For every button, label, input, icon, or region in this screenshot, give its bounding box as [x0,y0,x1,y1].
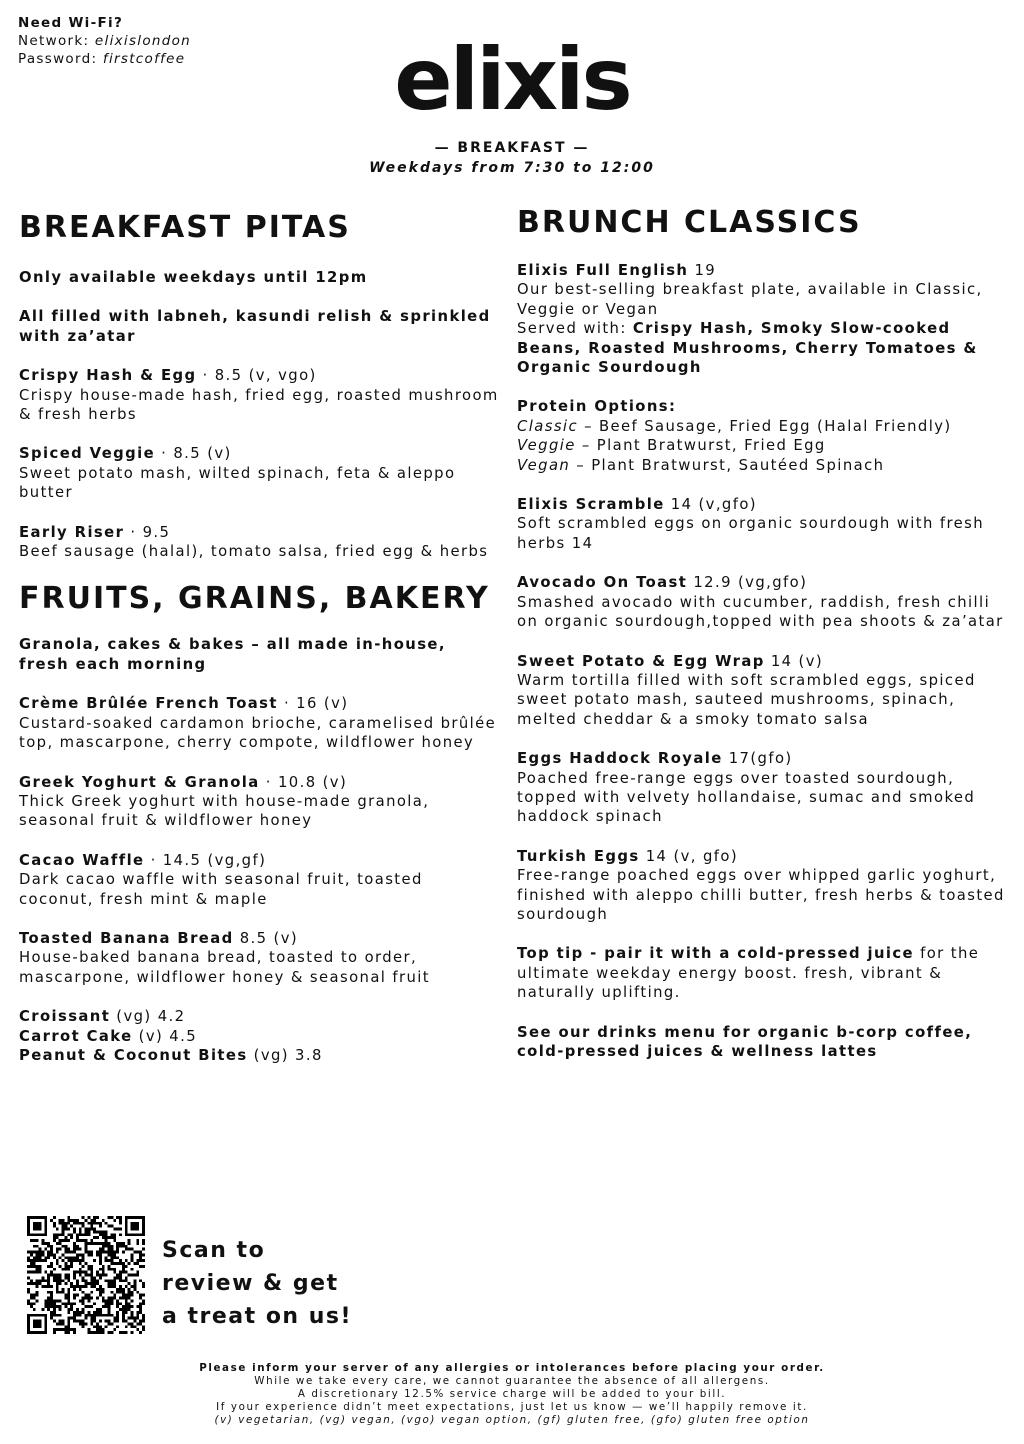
menu-item-meta: · 9.5 [124,523,171,541]
menu-item-description: Our best-selling breakfast plate, available in Classic, Veggie or Vegan [517,281,983,318]
review-promo [162,1234,352,1333]
menu-item [19,851,499,909]
menu-item-name: Elixis Scramble [517,496,665,514]
bake-item [19,1046,499,1065]
wifi-password-value: firstcoffee [102,51,186,67]
protein-option [517,456,1007,475]
bake-item-meta: (v) 4.5 [132,1027,198,1045]
menu-item [19,523,499,562]
menu-item-description: Poached free-range eggs over toasted sourdough, topped with velvety hollandaise, sumac and smoked haddock spinach [517,769,976,826]
top-tip [517,944,1007,1002]
section-heading-pitas: BREAKFAST PITAS [19,210,351,245]
menu-item-meta: 14 (v) [764,652,824,670]
menu-item-meta: 8.5 (v) [233,929,299,947]
menu-item-meta: 17(gfo) [722,750,793,768]
bake-item-name: Peanut & Coconut Bites [19,1046,248,1064]
pitas-note: Only available weekdays until 12pm [19,269,368,286]
protein-option-label: Classic [517,417,578,435]
protein-options-title: Protein Options: [517,398,677,416]
bakes-list [19,1007,499,1065]
protein-option-text: – Beef Sausage, Fried Egg (Halal Friendly) [577,417,952,435]
fgb-note: Granola, cakes & bakes – all made in-house, fresh each morning [19,636,446,673]
bake-item [19,1027,499,1046]
service-hours: Weekdays from 7:30 to 12:00 [369,160,655,176]
menu-item [517,749,1007,827]
menu-item-description: Sweet potato mash, wilted spinach, feta & aleppo butter [19,464,456,502]
review-promo-line: review & get [162,1271,339,1296]
menu-item-description: Free-range poached eggs over whipped garlic yoghurt, finished with aleppo chilli butter, fresh herbs & toasted sourdough [517,867,1005,923]
footer-line: A discretionary 12.5% service charge will be added to your bill. [297,1388,727,1400]
menu-item [517,573,1007,631]
menu-item-description: Beef sausage (halal), tomato salsa, fried egg & herbs [19,543,489,561]
wifi-password-label: Password: [18,51,103,67]
menu-item-name: Sweet Potato & Egg Wrap [517,652,765,670]
menu-item-name: Crème Brûlée French Toast [19,695,278,713]
menu-item [517,847,1007,925]
allergen-footer [0,1362,1024,1427]
drinks-note: See our drinks menu for organic b-corp coffee, cold-pressed juices & wellness lattes [517,1023,973,1060]
wifi-network-label: Network: [18,33,95,49]
menu-item [517,495,1007,553]
menu-item-name: Toasted Banana Bread [19,929,234,947]
menu-item-description: Custard-soaked cardamon brioche, caramelised brûlée top, mascarpone, cherry compote, wildflower honey [19,714,497,752]
menu-item-name: Greek Yoghurt & Granola [19,773,260,791]
pitas-note: All filled with labneh, kasundi relish & sprinkled with za’atar [19,308,491,345]
menu-item-name: Elixis Full English [517,262,689,279]
protein-option-text: – Plant Bratwurst, Fried Egg [575,437,826,455]
review-promo-line: Scan to [162,1238,266,1263]
left-column [19,208,499,1065]
protein-option-label: Veggie [517,437,576,455]
section-heading-fruits-grains-bakery: FRUITS, GRAINS, BAKERY [19,581,490,617]
menu-item-description: Smashed avocado with cucumber, raddish, fresh chilli on organic sourdough,topped with pea shoots & za’atar [517,593,1004,631]
menu-item-name: Spiced Veggie [19,445,156,463]
menu-item-description: Soft scrambled eggs on organic sourdough with fresh herbs 14 [517,515,985,552]
right-column [517,203,1007,1061]
footer-line: If your experience didn’t meet expectations, just let us know — we’ll happily remove it. [216,1401,808,1413]
menu-item [19,444,499,502]
menu-item-meta: · 10.8 (v) [259,773,348,791]
section-heading-brunch: BRUNCH CLASSICS [517,205,862,240]
menu-item [19,694,499,752]
top-tip-highlight: Top tip - pair it with a cold-pressed juice [517,945,914,963]
menu-item-description: House-baked banana bread, toasted to order, mascarpone, wildflower honey & seasonal fruit [19,949,430,986]
bake-item-name: Croissant [19,1008,111,1026]
footer-line: Please inform your server of any allergies or intolerances before placing your order. [199,1362,825,1374]
qr-code[interactable] [25,1216,147,1334]
wifi-network-value: elixislondon [94,33,192,49]
menu-item-description: Warm tortilla filled with soft scrambled eggs, spiced sweet potato mash, sauteed mushrooms, spinach, melted cheddar & a smoky tomato salsa [517,671,976,728]
served-with [517,319,1007,377]
menu-item-description: Crispy house-made hash, fried egg, roasted mushroom & fresh herbs [19,386,499,424]
protein-option [517,417,1007,436]
menu-item-description: Thick Greek yoghurt with house-made granola, seasonal fruit & wildflower honey [19,792,430,830]
brand-logo: elixis [394,30,630,130]
bake-item-meta: (vg) 3.8 [247,1046,323,1064]
bake-item [19,1007,499,1026]
bake-item-meta: (vg) 4.2 [110,1008,186,1026]
menu-item-meta: · 16 (v) [277,695,349,713]
menu-item-full-english [517,261,1007,377]
top-tip-text: for the ultimate weekday energy boost. fresh, vibrant & naturally uplifting. [517,945,980,1002]
menu-item-name: Crispy Hash & Egg [19,367,197,385]
wifi-title: Need Wi-Fi? [18,15,124,31]
menu-item-name: Cacao Waffle [19,851,145,869]
protein-option-label: Vegan [517,456,571,474]
protein-option [517,436,1007,455]
menu-item-meta: 12.9 (vg,gfo) [687,574,808,592]
menu-item [517,652,1007,730]
served-with-label: Served with: [517,320,633,338]
menu-item-meta: · 14.5 (vg,gf) [144,851,267,869]
menu-item-meta: 14 (v, gfo) [639,847,739,865]
footer-legend: (v) vegetarian, (vg) vegan, (vgo) vegan option, (gf) gluten free, (gfo) gluten free option [214,1414,810,1426]
menu-item [19,773,499,831]
service-title: — BREAKFAST — [434,140,590,156]
menu-item-meta: · 8.5 (v) [155,445,232,463]
menu-item-name: Turkish Eggs [517,847,640,865]
served-with-items: Crispy Hash, Smoky Slow-cooked Beans, Roasted Mushrooms, Cherry Tomatoes & Organic Sourdough [517,320,978,377]
menu-item-description: Dark cacao waffle with seasonal fruit, toasted coconut, fresh mint & maple [19,871,423,908]
bake-item-name: Carrot Cake [19,1027,133,1045]
menu-item-meta: 19 [688,262,717,279]
menu-item-name: Early Riser [19,523,125,541]
protein-options [517,397,1007,475]
menu-item [19,366,499,424]
footer-line: While we take every care, we cannot guarantee the absence of all allergens. [254,1375,770,1387]
menu-item [19,929,499,987]
menu-item-name: Eggs Haddock Royale [517,750,723,768]
menu-item-meta: · 8.5 (v, vgo) [196,367,317,385]
review-promo-line: a treat on us! [162,1304,353,1329]
menu-item-meta: 14 (v,gfo) [664,496,757,514]
menu-item-name: Avocado On Toast [517,574,688,592]
protein-option-text: – Plant Bratwurst, Sautéed Spinach [570,456,885,474]
